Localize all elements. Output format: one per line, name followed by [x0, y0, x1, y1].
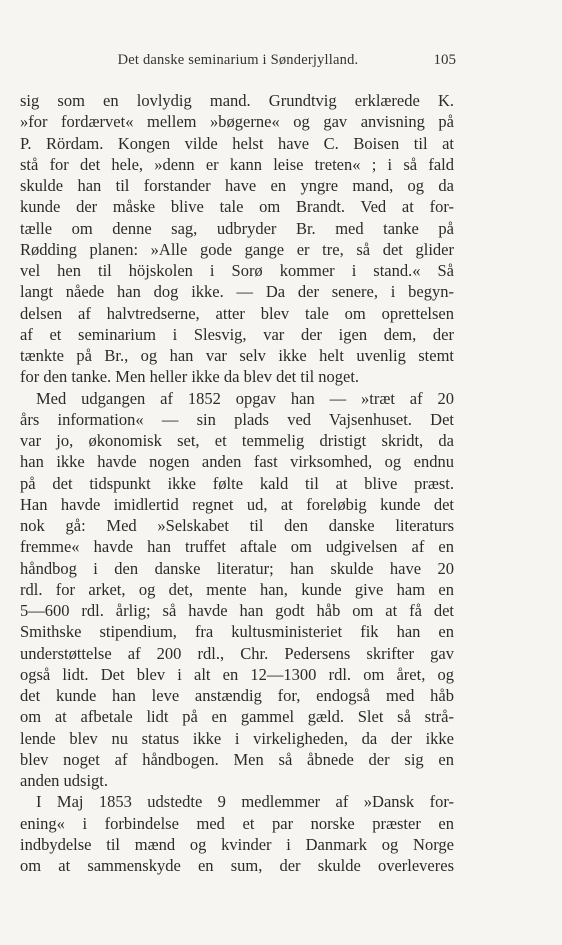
text-line: delsen af halvtredserne, atter blev tale om oprettelsen	[20, 303, 454, 323]
text-line: understøttelse af 200 rdl., Chr. Pedersens skrifter gav	[20, 643, 454, 663]
text-line: håndbog i den danske literatur; han skulde have 20	[20, 558, 454, 578]
text-line: på det tidspunkt ikke følte kald til at blive præst.	[20, 473, 454, 493]
text-line: det kunde han leve anstændig for, endogså med håb	[20, 686, 454, 705]
text-line: P. Rördam. Kongen vilde helst have C. Boisen til at	[20, 133, 454, 153]
text-line: sig som en lovlydig mand. Grundtvig erklærede K.	[20, 91, 454, 110]
page-number: 105	[433, 52, 456, 68]
text-line: langt nåede han dog ikke. — Da der senere, i begyn-	[20, 282, 454, 302]
text-line: anden udsigt.	[20, 771, 108, 790]
text-line: rdl. for arket, og det, mente han, kunde give ham en	[20, 579, 454, 599]
text-line: også lidt. Det blev i alt en 12—1300 rdl. om året, og	[20, 664, 454, 684]
text-line: »for fordærvet« mellem »bøgerne« og gav anvisning på	[20, 112, 454, 132]
text-line: om at sammenskyde en sum, der skulde overleveres	[20, 856, 454, 875]
text-line: lende blev nu status ikke i virkeligheden, da der ikke	[20, 728, 454, 748]
text-line: han ikke havde nogen anden fast virksomhed, og endnu	[20, 452, 454, 472]
text-line: indbydelse til mænd og kvinder i Danmark og Norge	[20, 834, 454, 854]
text-line: Rødding planen: »Alle gode gange er tre, så det glider	[20, 239, 454, 259]
running-title: Det danske seminarium i Sønderjylland.	[117, 52, 359, 68]
paragraph-start-line: Med udgangen af 1852 opgav han — »træt af 20	[36, 388, 454, 408]
body-text	[20, 90, 454, 876]
text-line: kunde der måske blive tale om Brandt. Ved at for-	[20, 197, 454, 217]
text-line: tænkte på Br., og han var selv ikke helt uvenlig stemt	[20, 346, 454, 365]
text-line: var jo, økonomisk set, et temmelig dristigt skridt, da	[20, 431, 454, 450]
text-line: om at afbetale lidt på en gammel gæld. Slet så strå-	[20, 707, 454, 727]
text-line: stå for det hele, »denn er kann leise treten« ; i så fald	[20, 154, 454, 174]
text-line: for den tanke. Men heller ikke da blev det til noget.	[20, 367, 360, 387]
text-line: blev noget af håndbogen. Men så åbnede der sig en	[20, 749, 454, 769]
text-line: tælle om denne sag, udbryder Br. med tanke på	[20, 218, 454, 238]
text-line: 5—600 rdl. årlig; så havde han godt håb om at få det	[20, 601, 454, 620]
text-line: Smithske stipendium, fra kultusministeriet fik han en	[20, 622, 454, 642]
text-line: ening« i forbindelse med et par norske præster en	[20, 813, 454, 833]
text-line: fremme« havde han truffet aftale om udgivelsen af en	[20, 537, 454, 557]
text-line: skulde han til forstander have en yngre mand, og da	[20, 176, 454, 195]
page-header	[20, 52, 456, 72]
paragraph-start-line: I Maj 1853 udstedte 9 medlemmer af »Dansk for-	[36, 792, 454, 812]
text-line: af et seminarium i Slesvig, var der igen dem, der	[20, 324, 454, 344]
text-line: Han havde imidlertid regnet ud, at foreløbig kunde det	[20, 494, 454, 514]
text-line: års information« — sin plads ved Vajsenhuset. Det	[20, 409, 454, 429]
text-line: vel hen til höjskolen i Sorø kommer i stand.« Så	[20, 261, 454, 280]
text-line: nok gå: Med »Selskabet til den danske literaturs	[20, 516, 454, 535]
